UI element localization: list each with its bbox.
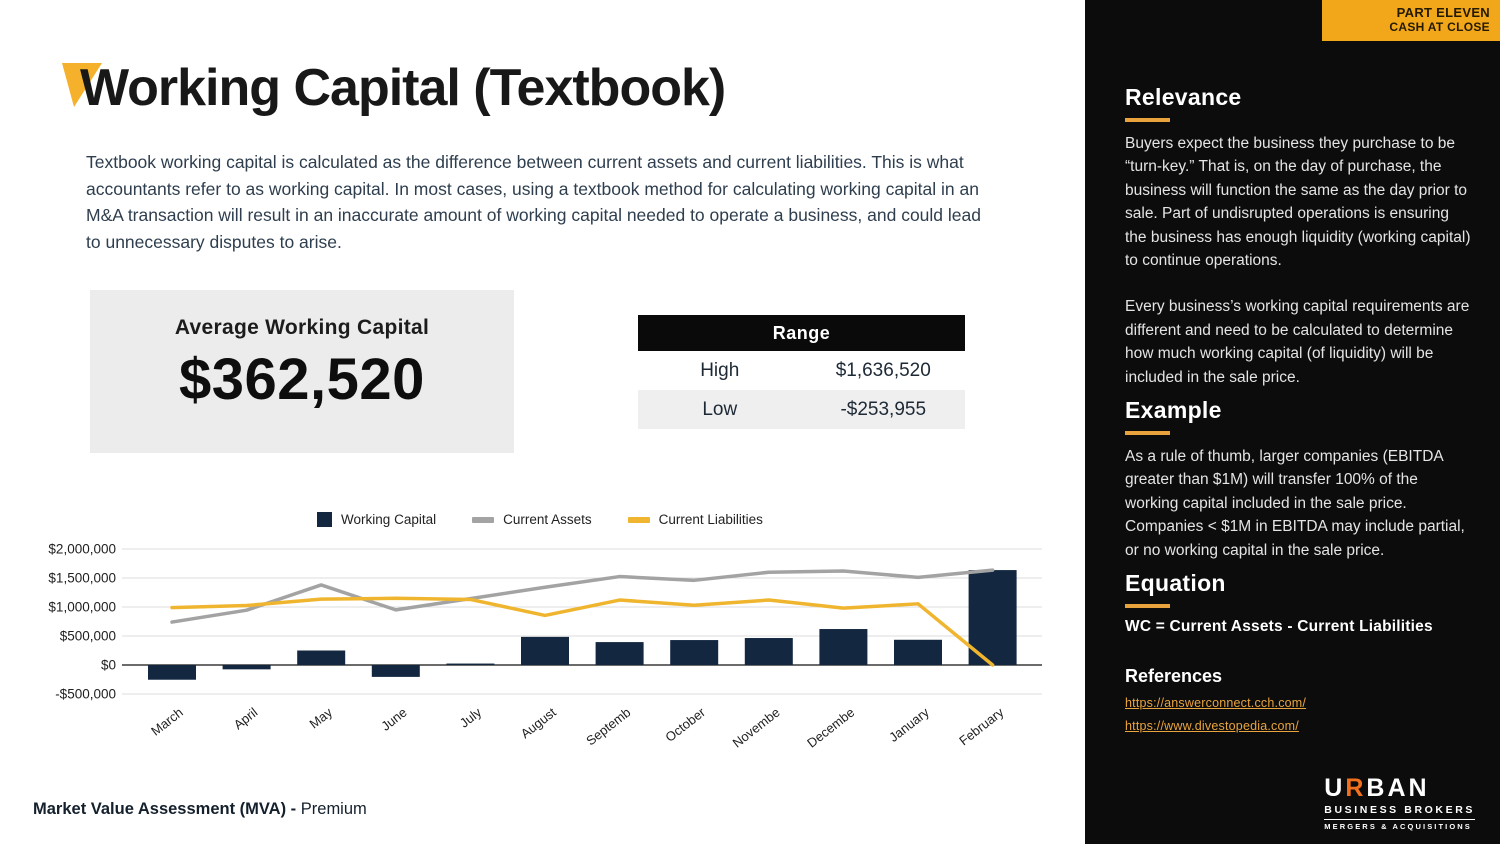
chart-line xyxy=(172,598,993,665)
average-working-capital-card xyxy=(90,290,514,453)
x-axis-month-label: June xyxy=(378,704,410,734)
badge-part-label: PART ELEVEN xyxy=(1396,5,1490,20)
example-heading: Example xyxy=(1125,397,1222,424)
legend-item-current-liabilities xyxy=(628,512,763,527)
chart-bar xyxy=(596,642,644,665)
footer-bold: Market Value Assessment (MVA) - xyxy=(33,800,301,818)
logo-wordmark xyxy=(1324,776,1475,801)
table-row xyxy=(638,351,965,390)
legend-square-icon xyxy=(317,512,332,527)
chart-bar xyxy=(521,637,569,665)
y-axis-tick-label: $500,000 xyxy=(59,628,116,644)
chart-bar xyxy=(297,651,345,666)
sidebar-content xyxy=(1125,84,1473,733)
legend-dash-icon xyxy=(472,517,494,523)
legend-label: Current Liabilities xyxy=(658,512,763,527)
chart-bar xyxy=(819,629,867,665)
x-axis-month-label: April xyxy=(230,704,261,733)
x-axis-month-label: Decembe xyxy=(804,704,858,751)
x-axis-month-label: Septemb xyxy=(583,704,634,749)
table-row xyxy=(638,390,965,429)
y-axis-tick-label: $1,500,000 xyxy=(48,570,116,586)
reference-link-2[interactable]: https://www.divestopedia.com/ xyxy=(1125,719,1299,734)
x-axis-month-label: February xyxy=(956,704,1007,749)
page-title: Working Capital (Textbook) xyxy=(80,59,726,117)
legend-dash-icon xyxy=(628,517,650,523)
range-low-value: -$253,955 xyxy=(840,398,927,420)
heading-underline xyxy=(1125,118,1170,122)
range-low-label: Low xyxy=(702,398,738,420)
equation-formula: WC = Current Assets - Current Liabilities xyxy=(1125,618,1433,636)
legend-item-current-assets xyxy=(472,512,592,527)
logo-subtitle: BUSINESS BROKERS xyxy=(1324,804,1475,816)
x-axis-month-label: October xyxy=(662,704,709,745)
average-working-capital-label: Average Working Capital xyxy=(174,316,430,339)
heading-underline xyxy=(1125,604,1170,608)
chart-bar xyxy=(670,640,718,665)
relevance-paragraph-2: Every business’s working capital requirements are different and need to be calculated to determine how much working capital (of liquidity) will be included in the sale price. xyxy=(1125,298,1470,386)
chart-bar xyxy=(446,664,494,665)
range-high-value: $1,636,520 xyxy=(835,359,931,381)
logo-letter-u: U xyxy=(1324,774,1346,802)
footer-regular: Premium xyxy=(300,800,367,818)
legend-item-working-capital xyxy=(317,512,436,527)
y-axis-tick-label: -$500,000 xyxy=(55,686,116,702)
logo-letter-r: R xyxy=(1345,774,1367,802)
equation-heading: Equation xyxy=(1125,570,1226,597)
example-paragraph: As a rule of thumb, larger companies (EBITDA greater than $1M) will transfer 100% of the working capital included in the sale price. Companies < $1M in EBITDA may include partial, or no working capital in the sale price. xyxy=(1125,448,1465,559)
y-axis-tick-label: $0 xyxy=(100,657,116,673)
chart-bar xyxy=(745,638,793,665)
x-axis-month-label: January xyxy=(886,704,932,745)
chart-bar xyxy=(894,640,942,665)
part-badge xyxy=(1322,0,1500,41)
x-axis-month-label: May xyxy=(306,704,336,732)
chart-bar xyxy=(148,665,196,680)
x-axis-month-label: March xyxy=(148,704,186,739)
footer-caption xyxy=(33,800,367,819)
relevance-paragraph-1: Buyers expect the business they purchase to be “turn-key.” That is, on the day of purchase, the business will function the same as the day prior to sale. Part of undisrupted operations is ensuring the business has enough liquidity (working capital) to continue operations. xyxy=(1125,135,1471,270)
x-axis-month-label: Novembe xyxy=(729,704,783,751)
heading-underline xyxy=(1125,431,1170,435)
legend-label: Current Assets xyxy=(503,512,592,527)
y-axis-tick-label: $2,000,000 xyxy=(48,541,116,557)
x-axis-month-label: August xyxy=(517,704,559,742)
range-table xyxy=(638,315,965,429)
chart-legend xyxy=(30,512,1050,527)
references-heading: References xyxy=(1125,666,1223,687)
logo-letters-ban: BAN xyxy=(1366,774,1430,802)
x-axis-month-label: July xyxy=(456,704,485,731)
relevance-heading: Relevance xyxy=(1125,84,1242,110)
intro-paragraph: Textbook working capital is calculated as the difference between current assets and current liabilities. This is what accountants refer to as working capital. In most cases, using a textbook method for calculating working capital in an M&A transaction will result in an inaccurate amount of working capital needed to operate a business, and could lead to unnecessary disputes to arise. xyxy=(86,152,981,252)
chart-bar xyxy=(372,665,420,677)
reference-link-1[interactable]: https://answerconnect.cch.com/ xyxy=(1125,696,1307,711)
sidebar-panel xyxy=(1085,0,1500,844)
working-capital-chart xyxy=(30,540,1055,785)
legend-label: Working Capital xyxy=(341,512,437,527)
chart-bar xyxy=(223,665,271,669)
average-working-capital-value: $362,520 xyxy=(179,347,425,412)
range-high-label: High xyxy=(700,359,740,381)
y-axis-tick-label: $1,000,000 xyxy=(48,599,116,615)
urban-business-brokers-logo xyxy=(1324,776,1475,831)
logo-tagline: MERGERS & ACQUISITIONS xyxy=(1324,819,1475,831)
badge-section-label: CASH AT CLOSE xyxy=(1389,20,1490,34)
range-table-header: Range xyxy=(638,315,965,351)
